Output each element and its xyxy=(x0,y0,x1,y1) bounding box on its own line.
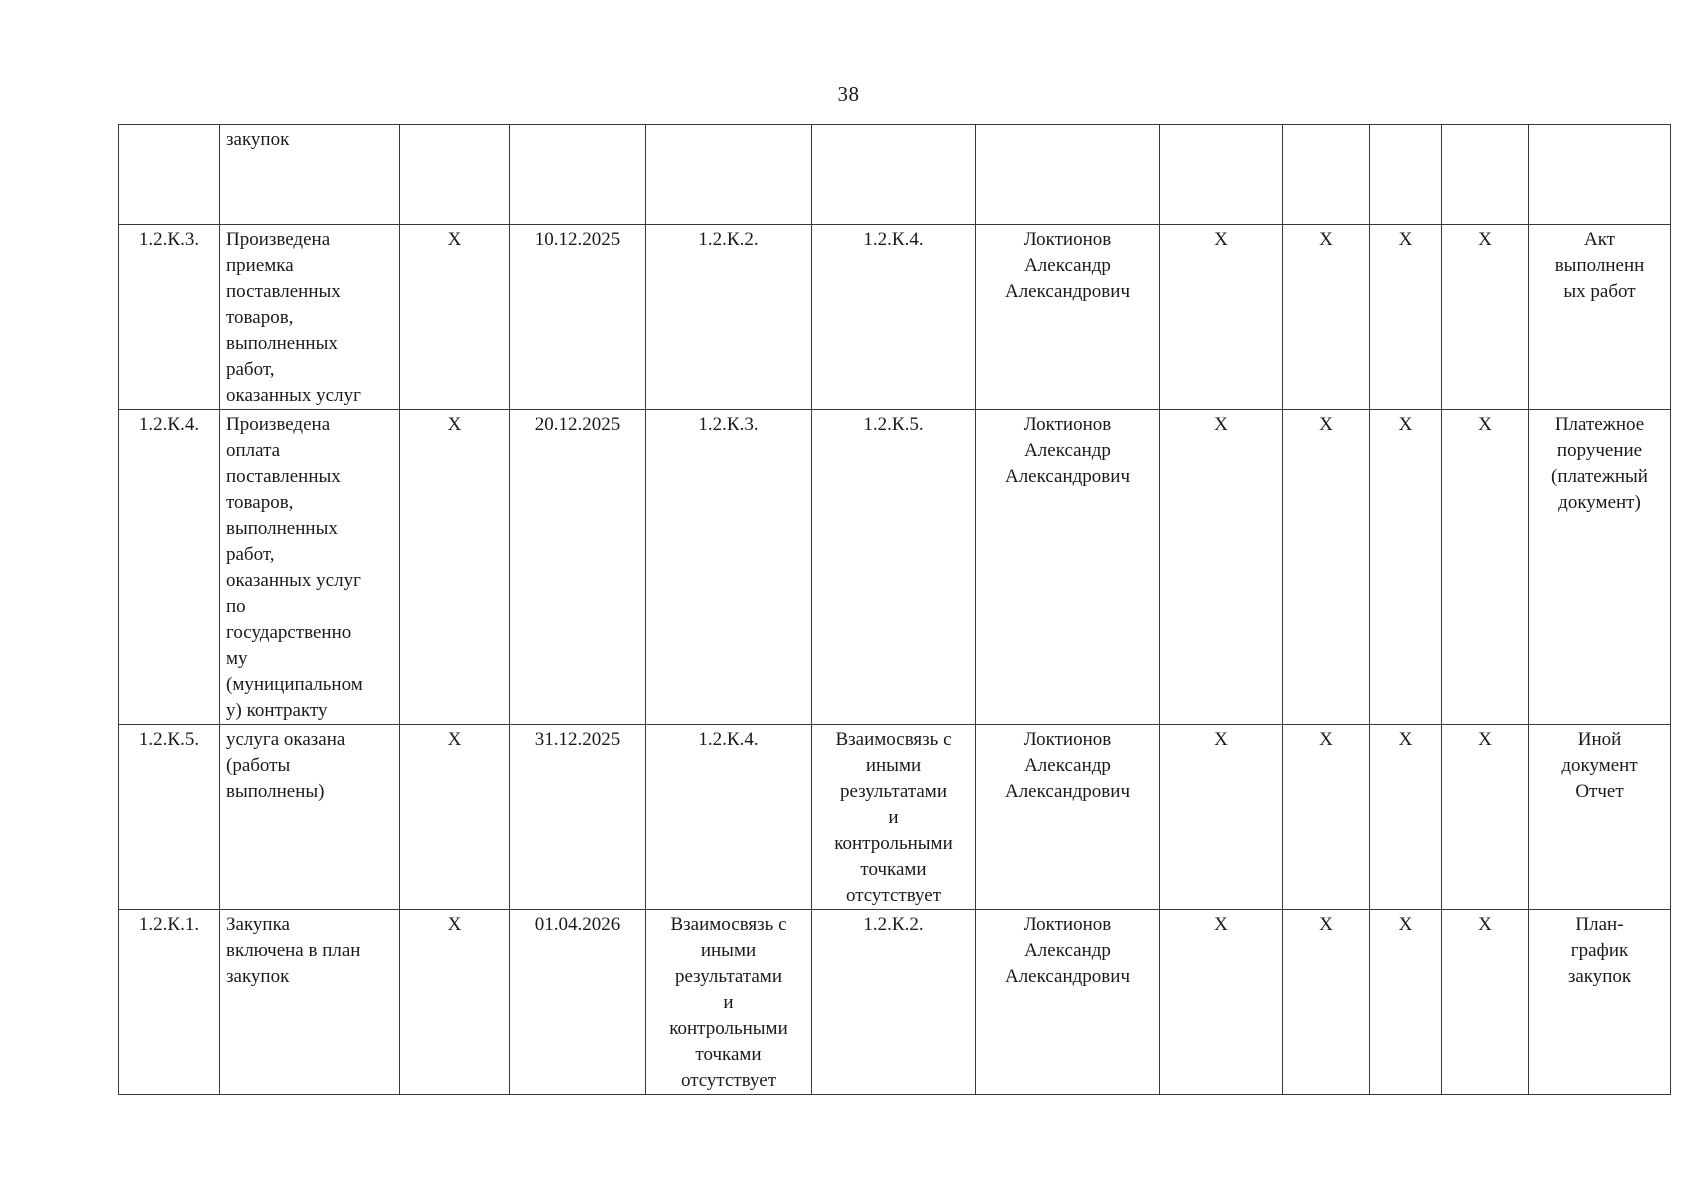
page-number: 38 xyxy=(837,82,860,106)
preceding-point: Взаимосвязь с иными результатами и контрольными точками отсутствует xyxy=(646,910,812,1095)
following-point xyxy=(812,125,976,225)
point-name: закупок xyxy=(220,125,400,225)
due-date: 01.04.2026 xyxy=(510,910,646,1095)
due-date: 20.12.2025 xyxy=(510,410,646,725)
cell-x xyxy=(1442,125,1529,225)
point-name: Закупка включена в план закупок xyxy=(220,910,400,1095)
supporting-document: Платежное поручение (платежный документ) xyxy=(1529,410,1671,725)
responsible-person: Локтионов Александр Александрович xyxy=(976,910,1160,1095)
cell-x: Х xyxy=(400,910,510,1095)
preceding-point: 1.2.К.4. xyxy=(646,725,812,910)
responsible-person: Локтионов Александр Александрович xyxy=(976,725,1160,910)
cell-x: Х xyxy=(1442,225,1529,410)
cell-x: Х xyxy=(1160,225,1283,410)
responsible-person xyxy=(976,125,1160,225)
table-row xyxy=(119,725,1671,910)
cell-x: Х xyxy=(400,410,510,725)
cell-x: Х xyxy=(1442,910,1529,1095)
cell-x: Х xyxy=(1370,910,1442,1095)
cell-x: Х xyxy=(1283,225,1370,410)
cell-x: Х xyxy=(1160,910,1283,1095)
point-code: 1.2.К.4. xyxy=(119,410,220,725)
supporting-document: План- график закупок xyxy=(1529,910,1671,1095)
supporting-document: Иной документ Отчет xyxy=(1529,725,1671,910)
control-points-table xyxy=(118,124,1671,1095)
cell-x: Х xyxy=(1283,410,1370,725)
due-date: 10.12.2025 xyxy=(510,225,646,410)
cell-x: Х xyxy=(400,725,510,910)
cell-x: Х xyxy=(1283,725,1370,910)
preceding-point: 1.2.К.3. xyxy=(646,410,812,725)
table-row xyxy=(119,410,1671,725)
due-date: 31.12.2025 xyxy=(510,725,646,910)
following-point: 1.2.К.5. xyxy=(812,410,976,725)
preceding-point xyxy=(646,125,812,225)
cell-x xyxy=(400,125,510,225)
cell-x: Х xyxy=(1160,410,1283,725)
responsible-person: Локтионов Александр Александрович xyxy=(976,225,1160,410)
point-code: 1.2.К.1. xyxy=(119,910,220,1095)
due-date xyxy=(510,125,646,225)
cell-x xyxy=(1370,125,1442,225)
cell-x: Х xyxy=(1442,410,1529,725)
cell-x: Х xyxy=(1283,910,1370,1095)
cell-x xyxy=(1160,125,1283,225)
point-name: Произведена приемка поставленных товаров, выполненных работ, оказанных услуг xyxy=(220,225,400,410)
point-code xyxy=(119,125,220,225)
supporting-document xyxy=(1529,125,1671,225)
table-row xyxy=(119,125,1671,225)
preceding-point: 1.2.К.2. xyxy=(646,225,812,410)
point-name: Произведена оплата поставленных товаров, выполненных работ, оказанных услуг по государственно му (муниципальном у) контракту xyxy=(220,410,400,725)
following-point: 1.2.К.2. xyxy=(812,910,976,1095)
cell-x xyxy=(1283,125,1370,225)
point-name: услуга оказана (работы выполнены) xyxy=(220,725,400,910)
table-row xyxy=(119,225,1671,410)
cell-x: Х xyxy=(1370,725,1442,910)
cell-x: Х xyxy=(1442,725,1529,910)
cell-x: Х xyxy=(400,225,510,410)
cell-x: Х xyxy=(1370,410,1442,725)
point-code: 1.2.К.3. xyxy=(119,225,220,410)
cell-x: Х xyxy=(1160,725,1283,910)
following-point: Взаимосвязь с иными результатами и контрольными точками отсутствует xyxy=(812,725,976,910)
table-row xyxy=(119,910,1671,1095)
supporting-document: Акт выполненн ых работ xyxy=(1529,225,1671,410)
cell-x: Х xyxy=(1370,225,1442,410)
point-code: 1.2.К.5. xyxy=(119,725,220,910)
following-point: 1.2.К.4. xyxy=(812,225,976,410)
responsible-person: Локтионов Александр Александрович xyxy=(976,410,1160,725)
